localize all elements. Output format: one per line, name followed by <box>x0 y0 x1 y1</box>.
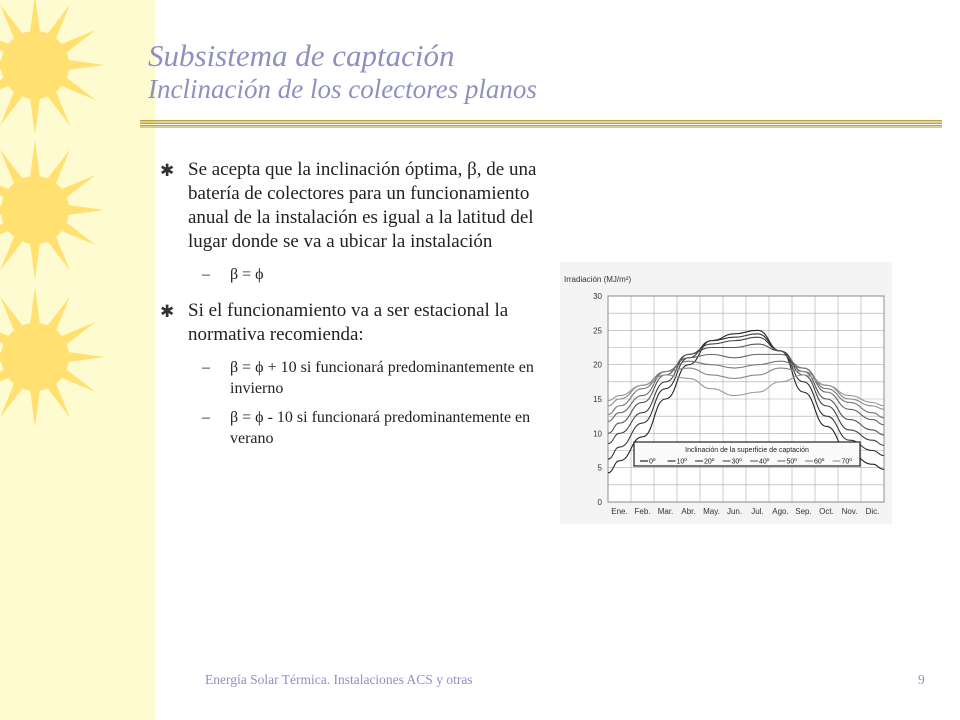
legend-label: 10º <box>676 458 687 466</box>
legend-label: 40º <box>759 458 770 466</box>
dash-bullet-icon: – <box>202 359 210 376</box>
x-tick-label: Nov. <box>841 507 858 516</box>
legend-title: Inclinación de la superficie de captación <box>685 447 809 454</box>
sub-bullet-item <box>160 407 540 449</box>
y-tick-label: 25 <box>593 326 602 336</box>
x-tick-label: Feb. <box>634 507 651 516</box>
sub-bullet-text: β = ϕ + 10 si funcionará predominantemente en invierno <box>230 359 534 397</box>
legend-label: 20º <box>704 458 715 466</box>
legend-box <box>634 442 860 466</box>
x-tick-label: Sep. <box>795 507 812 516</box>
sidebar-decoration <box>0 0 155 720</box>
star-bullet-icon: ✱ <box>160 161 175 180</box>
legend-label: 0º <box>649 458 656 466</box>
bullet-item <box>160 158 540 254</box>
y-tick-label: 10 <box>593 429 602 439</box>
sun-icon <box>0 0 110 140</box>
star-bullet-icon: ✱ <box>160 302 175 321</box>
x-tick-label: Ago. <box>772 507 789 516</box>
x-tick-label: Oct. <box>819 507 834 516</box>
sub-bullet-item <box>160 357 540 399</box>
y-tick-label: 5 <box>597 463 602 473</box>
legend-label: 60º <box>814 458 825 466</box>
sun-icon <box>0 282 110 432</box>
title-block <box>148 38 938 106</box>
x-tick-label: Ene. <box>611 507 628 516</box>
y-tick-label: 0 <box>597 498 602 507</box>
dash-bullet-icon: – <box>202 409 210 426</box>
slide-title: Subsistema de captación <box>148 38 455 73</box>
x-tick-label: Abr. <box>681 507 696 516</box>
y-tick-label: 15 <box>593 395 602 404</box>
title-divider <box>140 120 942 128</box>
bullet-list <box>160 158 540 457</box>
bullet-text: Se acepta que la inclinación óptima, β, de una batería de colectores para un funcionamiento anual de la instalación es igual a la latitud del lugar donde se va a ubicar la instalación <box>188 159 537 252</box>
chart-ylabel: Irradiación (MJ/m²) <box>564 275 632 284</box>
page-number: 9 <box>918 672 925 687</box>
x-tick-label: Jun. <box>726 507 743 516</box>
y-tick-label: 30 <box>593 292 602 301</box>
bullet-text: Si el funcionamiento va a ser estacional la normativa recomienda: <box>188 300 509 345</box>
irradiation-chart <box>560 262 892 524</box>
x-tick-label: Dic. <box>865 507 880 516</box>
sub-bullet-item <box>160 264 540 285</box>
x-tick-label: Mar. <box>657 507 674 516</box>
sun-icon <box>0 135 110 285</box>
slide-subtitle: Inclinación de los colectores planos <box>148 74 537 104</box>
x-tick-label: May. <box>703 507 720 516</box>
dash-bullet-icon: – <box>202 266 210 283</box>
bullet-item <box>160 299 540 347</box>
legend-label: 50º <box>786 458 797 466</box>
y-tick-label: 20 <box>593 360 602 370</box>
sub-bullet-text: β = ϕ <box>230 266 264 283</box>
x-tick-label: Jul. <box>751 507 764 516</box>
footer-text: Energía Solar Térmica. Instalaciones ACS y otras <box>205 672 473 687</box>
sub-bullet-text: β = ϕ - 10 si funcionará predominantemente en verano <box>230 409 531 447</box>
legend-label: 70º <box>841 458 852 466</box>
legend-label: 30º <box>731 458 742 466</box>
